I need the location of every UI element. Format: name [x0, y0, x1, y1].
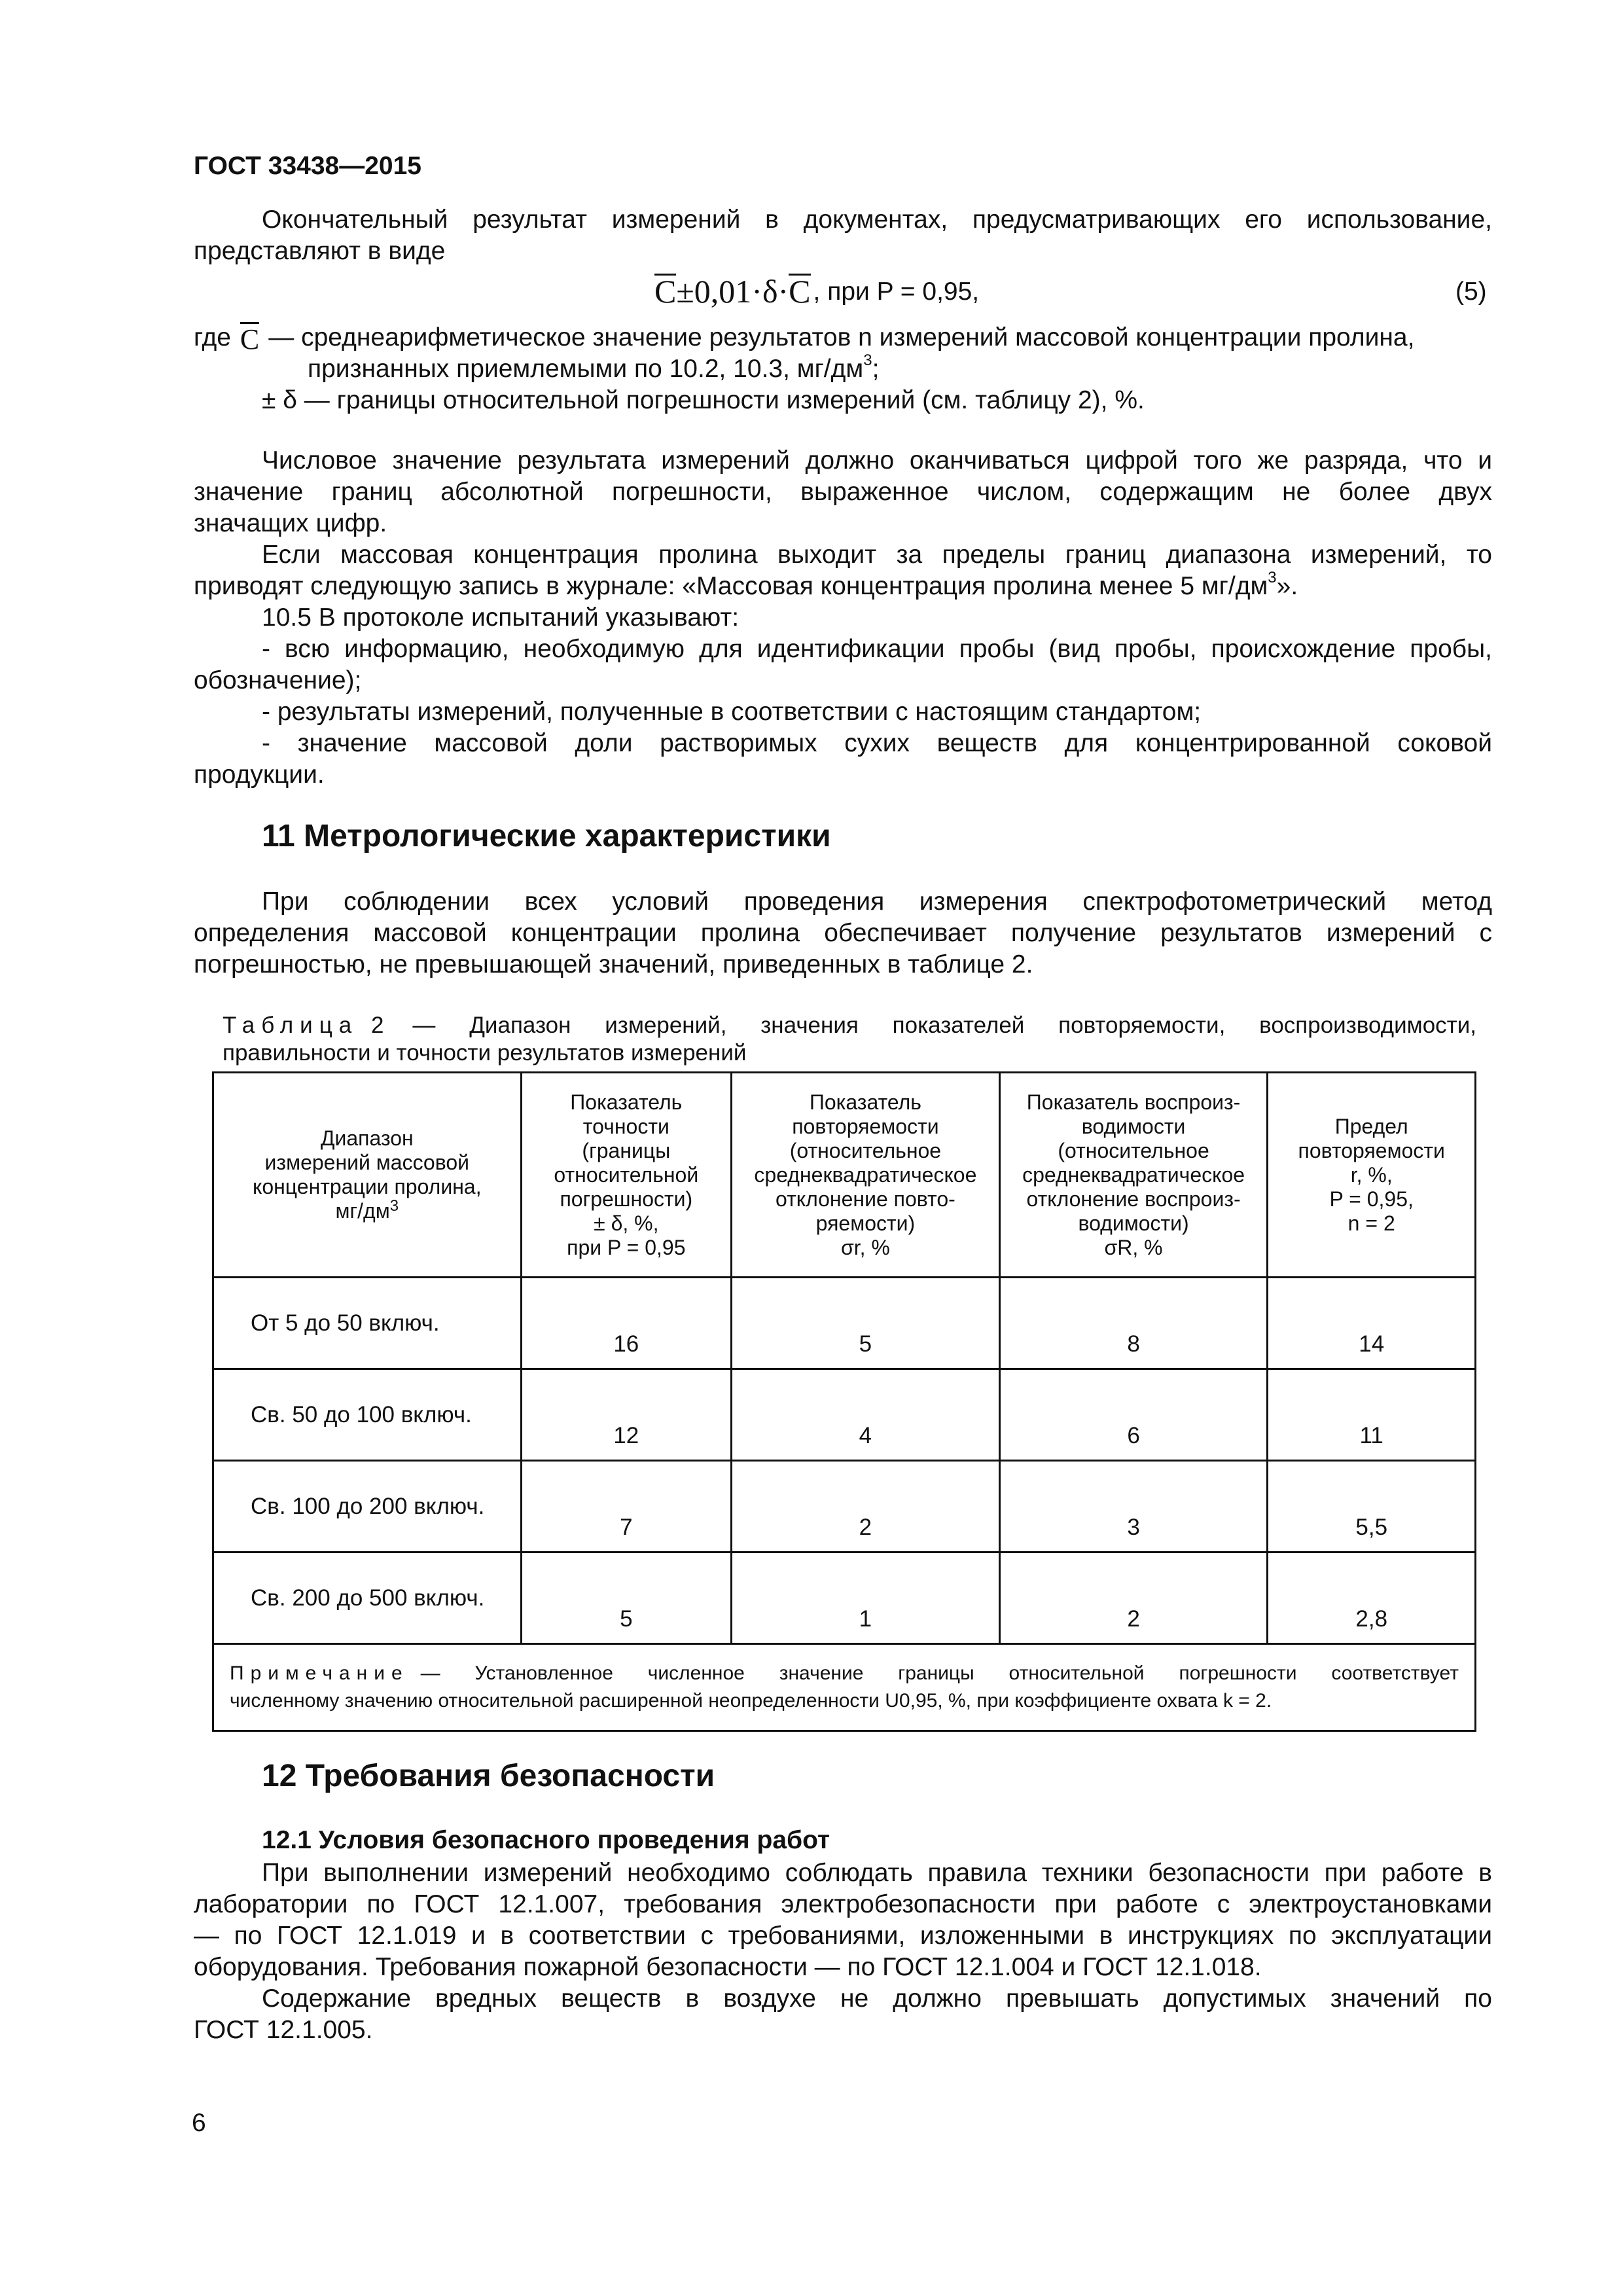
section-12-line-1: При выполнении измерений необходимо соблюдать правила техники безопасности при работе в — [262, 1859, 1492, 1887]
header-reproducibility-l4: среднеквадратическое — [1022, 1162, 1245, 1187]
header-accuracy — [521, 1073, 732, 1278]
cell-limit: 11 — [1268, 1369, 1476, 1461]
section-11-title: 11 Метрологические характеристики — [262, 819, 831, 853]
where-line-2 — [308, 353, 879, 385]
header-limit-l2: повторяемости — [1298, 1138, 1445, 1162]
beyond-line-2-sup: 3 — [1268, 569, 1277, 586]
section-12-title: 12 Требования безопасности — [262, 1759, 715, 1793]
note-text-2: численному значению относительной расширенной неопределенности U0,95, %, при коэффициенте охвата k = 2. — [230, 1690, 1272, 1712]
protocol-line-2: - всю информацию, необходимую для идентификации пробы (вид пробы, происхождение пробы, — [262, 635, 1492, 663]
formula-mean-symbol: C — [654, 273, 677, 310]
protocol-line-1: 10.5 В протоколе испытаний указывают: — [262, 603, 740, 632]
where-mean-symbol: C — [240, 323, 260, 355]
section-12-line-4: оборудования. Требования пожарной безопасности — по ГОСТ 12.1.004 и ГОСТ 12.1.018. — [194, 1953, 1262, 1981]
cell-range: От 5 до 50 включ. — [213, 1278, 522, 1369]
where-line-3: ± δ — границы относительной погрешности измерений (см. таблицу 2), %. — [262, 386, 1145, 414]
intro-line-1: Окончательный результат измерений в документах, предусматривающих его использование, — [262, 206, 1492, 234]
header-accuracy-l6: ± δ, %, — [594, 1211, 659, 1235]
table-2-caption-label: Таблица 2 — [223, 1013, 391, 1038]
header-limit — [1268, 1073, 1476, 1278]
table-row — [213, 1369, 1476, 1461]
header-range-unit: мг/дм — [335, 1199, 390, 1223]
beyond-line-1: Если массовая концентрация пролина выходит за пределы границ диапазона измерений, то — [262, 541, 1492, 569]
formula-mean-symbol-2: C — [789, 273, 811, 310]
formula-condition: , при P = 0,95, — [813, 278, 980, 306]
header-repeatability-l1: Показатель — [809, 1090, 921, 1114]
table-row — [213, 1461, 1476, 1552]
protocol-line-5: - значение массовой доли растворимых сухих веществ для концентрированной соковой — [262, 729, 1492, 757]
protocol-line-3: обозначение); — [194, 666, 362, 694]
header-accuracy-l7: при P = 0,95 — [567, 1235, 686, 1259]
cell-reproducibility: 3 — [999, 1461, 1268, 1552]
protocol-line-4: - результаты измерений, полученные в соответствии с настоящим стандартом; — [262, 698, 1202, 726]
numeric-line-2: значение границ абсолютной погрешности, выраженное числом, содержащим не более двух — [194, 478, 1492, 506]
cell-range: Св. 200 до 500 включ. — [213, 1552, 522, 1644]
header-accuracy-l3: (границы — [582, 1138, 671, 1162]
beyond-line-2-text: приводят следующую запись в журнале: «Массовая концентрация пролина менее 5 мг/дм — [194, 572, 1268, 600]
cell-repeatability: 4 — [732, 1369, 1000, 1461]
where-prefix: где — [194, 323, 231, 351]
cell-accuracy: 12 — [521, 1369, 732, 1461]
header-range-l4 — [218, 1199, 516, 1223]
table-2-caption-line-1 — [223, 1012, 1476, 1039]
formula-5 — [654, 268, 979, 310]
table-row — [213, 1278, 1476, 1369]
numeric-line-1: Числовое значение результата измерений должно оканчиваться цифрой того же разряда, что и — [262, 446, 1492, 475]
header-range — [213, 1073, 522, 1278]
cell-accuracy: 7 — [521, 1461, 732, 1552]
header-limit-l3: r, %, — [1350, 1162, 1393, 1187]
header-range-l2: измерений массовой — [264, 1151, 470, 1174]
note-text-1: — Установленное численное значение границы относительной погрешности соответствует — [420, 1662, 1459, 1684]
header-range-l1: Диапазон — [320, 1126, 414, 1150]
section-12-line-2: лаборатории по ГОСТ 12.1.007, требования электробезопасности при работе с электроустановками — [194, 1890, 1492, 1918]
header-accuracy-l4: относительной — [554, 1162, 699, 1187]
page-number: 6 — [192, 2109, 206, 2137]
section-12-1-title: 12.1 Условия безопасного проведения работ — [262, 1826, 830, 1854]
table-2-caption-text: — Диапазон измерений, значения показателей повторяемости, воспроизводимости, — [412, 1013, 1476, 1038]
where-line-2-end: ; — [872, 355, 880, 383]
where-line-2-sup: 3 — [863, 351, 872, 369]
cell-reproducibility: 6 — [999, 1369, 1268, 1461]
cell-accuracy: 5 — [521, 1552, 732, 1644]
table-2-caption-line-2: правильности и точности результатов измерений — [223, 1040, 747, 1066]
header-repeatability-l5: отклонение повто- — [775, 1187, 955, 1211]
section-11-line-1: При соблюдении всех условий проведения измерения спектрофотометрический метод — [262, 888, 1492, 916]
header-accuracy-l1: Показатель — [570, 1090, 683, 1114]
header-reproducibility-l7: σR, % — [1104, 1235, 1163, 1259]
header-reproducibility-l1: Показатель воспроиз- — [1026, 1090, 1241, 1114]
table-2-note-row — [213, 1644, 1476, 1731]
formula-number: (5) — [1455, 278, 1487, 306]
cell-range: Св. 50 до 100 включ. — [213, 1369, 522, 1461]
header-repeatability-l2: повторяемости — [792, 1114, 939, 1138]
protocol-line-6: продукции. — [194, 761, 325, 789]
note-line-1 — [230, 1660, 1459, 1687]
table-2-header-row — [213, 1073, 1476, 1278]
header-repeatability-l3: (относительное — [789, 1138, 942, 1162]
cell-limit: 5,5 — [1268, 1461, 1476, 1552]
header-repeatability-l4: среднеквадратическое — [754, 1162, 977, 1187]
table-2 — [212, 1071, 1476, 1732]
header-limit-l5: n = 2 — [1347, 1211, 1395, 1235]
where-line-2-text: признанных приемлемыми по 10.2, 10.3, мг/дм — [308, 355, 864, 383]
formula-expression: ±0,01·δ· — [676, 273, 789, 310]
intro-line-2: представляют в виде — [194, 237, 446, 265]
section-12-line-3: — по ГОСТ 12.1.019 и в соответствии с требованиями, изложенными в инструкциях по эксплуатации — [194, 1922, 1492, 1950]
note-label: Примечание — [230, 1662, 409, 1684]
cell-reproducibility: 2 — [999, 1552, 1268, 1644]
table-row — [213, 1552, 1476, 1644]
numeric-line-3: значащих цифр. — [194, 509, 387, 537]
header-limit-l4: P = 0,95, — [1329, 1187, 1414, 1211]
header-reproducibility-l5: отклонение воспроиз- — [1026, 1187, 1241, 1211]
header-reproducibility — [999, 1073, 1268, 1278]
header-limit-l1: Предел — [1334, 1114, 1408, 1138]
where-text: — среднеарифметическое значение результатов n измерений массовой концентрации пролина, — [268, 323, 1415, 351]
header-reproducibility-l3: (относительное — [1058, 1138, 1209, 1162]
section-12-line-6: ГОСТ 12.1.005. — [194, 2016, 373, 2044]
header-repeatability — [732, 1073, 1000, 1278]
header-repeatability-l7: σr, % — [840, 1235, 890, 1259]
table-2-note — [213, 1644, 1476, 1731]
header-repeatability-l6: ряемости) — [815, 1211, 916, 1235]
cell-reproducibility: 8 — [999, 1278, 1268, 1369]
cell-repeatability: 2 — [732, 1461, 1000, 1552]
header-reproducibility-l6: водимости) — [1078, 1211, 1189, 1235]
cell-accuracy: 16 — [521, 1278, 732, 1369]
section-12-line-5: Содержание вредных веществ в воздухе не должно превышать допустимых значений по — [262, 1984, 1492, 2013]
beyond-line-2 — [194, 571, 1298, 602]
header-accuracy-l5: погрешности) — [560, 1187, 693, 1211]
cell-repeatability: 1 — [732, 1552, 1000, 1644]
header-range-sup: 3 — [389, 1197, 399, 1215]
header-accuracy-l2: точности — [582, 1114, 669, 1138]
where-line-1 — [194, 322, 1492, 354]
cell-range: Св. 100 до 200 включ. — [213, 1461, 522, 1552]
header-range-l3: концентрации пролина, — [252, 1175, 482, 1198]
cell-limit: 2,8 — [1268, 1552, 1476, 1644]
beyond-line-2-end: ». — [1276, 572, 1298, 600]
cell-repeatability: 5 — [732, 1278, 1000, 1369]
section-11-line-2: определения массовой концентрации пролина обеспечивает получение результатов измерений с — [194, 919, 1492, 947]
header-reproducibility-l2: водимости — [1081, 1114, 1186, 1138]
document-header: ГОСТ 33438—2015 — [194, 152, 421, 180]
section-11-line-3: погрешностью, не превышающей значений, приведенных в таблице 2. — [194, 950, 1033, 978]
cell-limit: 14 — [1268, 1278, 1476, 1369]
